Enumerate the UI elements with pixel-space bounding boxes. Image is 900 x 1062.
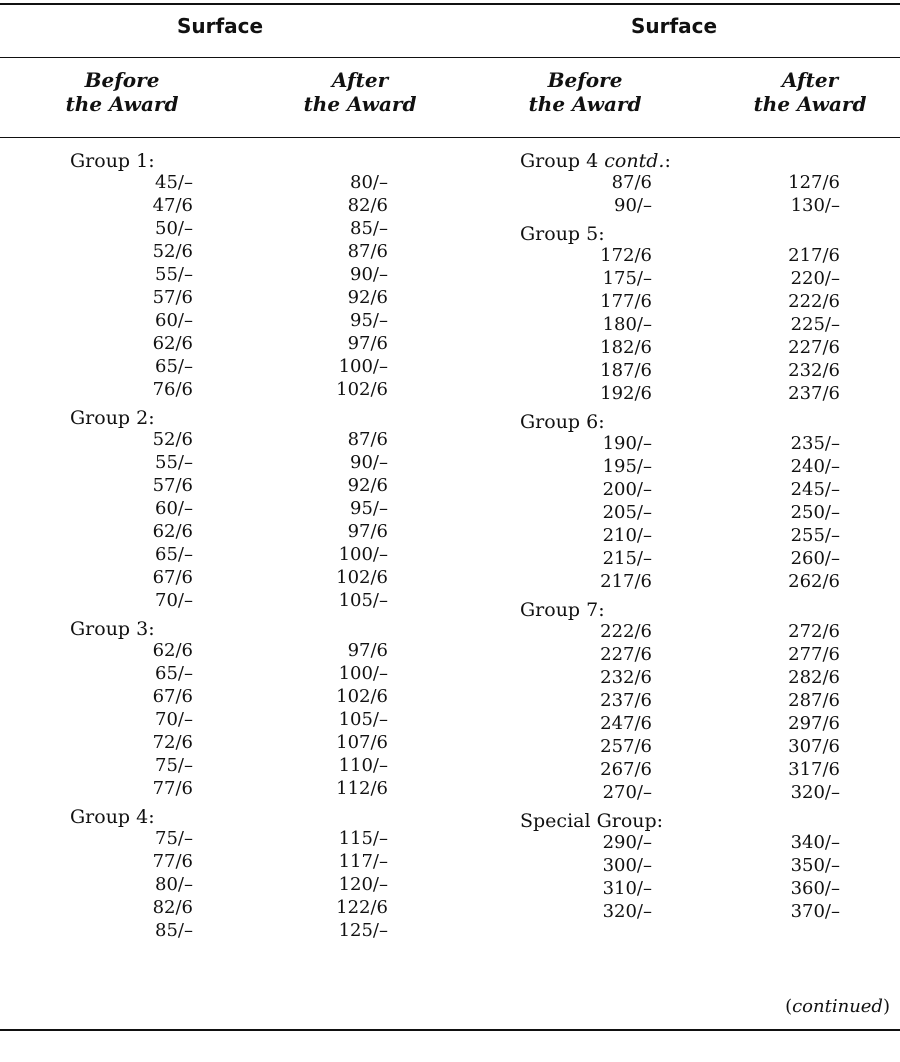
before-award-value: 177/6 — [600, 291, 652, 312]
before-award-value: 82/6 — [152, 897, 193, 918]
table-row — [450, 171, 890, 194]
table-row — [0, 777, 440, 800]
table-row — [450, 831, 890, 854]
group-label: Group 3: — [70, 618, 155, 640]
before-award-value: 80/– — [155, 874, 193, 895]
after-award-value: 297/6 — [788, 713, 840, 734]
after-award-value: 262/6 — [788, 571, 840, 592]
before-award-value: 270/– — [602, 782, 652, 803]
before-award-value: 60/– — [155, 310, 193, 331]
after-award-value: 287/6 — [788, 690, 840, 711]
before-award-value: 182/6 — [600, 337, 652, 358]
subheading-rule — [0, 137, 900, 138]
table-row — [0, 286, 440, 309]
after-award-value: 97/6 — [347, 640, 388, 661]
after-award-value: 100/– — [338, 356, 388, 377]
after-award-value: 250/– — [790, 502, 840, 523]
table-row — [0, 171, 440, 194]
table-row — [450, 712, 890, 735]
after-award-value: 307/6 — [788, 736, 840, 757]
table-row — [450, 620, 890, 643]
table-row — [0, 919, 440, 942]
before-award-value: 67/6 — [152, 686, 193, 707]
after-award-value: 80/– — [350, 172, 388, 193]
group-label: Group 7: — [520, 599, 605, 621]
table-row — [450, 877, 890, 900]
after-award-value: 360/– — [790, 878, 840, 899]
after-award-value: 95/– — [350, 310, 388, 331]
before-award-value: 50/– — [155, 218, 193, 239]
after-award-value: 277/6 — [788, 644, 840, 665]
after-award-value: 232/6 — [788, 360, 840, 381]
group-block — [450, 151, 890, 217]
before-award-value: 62/6 — [152, 640, 193, 661]
before-award-value: 62/6 — [152, 333, 193, 354]
table-row — [0, 428, 440, 451]
after-award-value: 125/– — [338, 920, 388, 941]
table-row — [0, 896, 440, 919]
table-row — [0, 639, 440, 662]
table-row — [450, 854, 890, 877]
after-award-value: 102/6 — [336, 686, 388, 707]
before-award-value: 210/– — [602, 525, 652, 546]
before-award-value: 257/6 — [600, 736, 652, 757]
before-award-value: 85/– — [155, 920, 193, 941]
after-award-value: 240/– — [790, 456, 840, 477]
before-award-value: 75/– — [155, 755, 193, 776]
after-award-value: 220/– — [790, 268, 840, 289]
after-award-value: 92/6 — [347, 475, 388, 496]
group-label: Special Group: — [520, 810, 664, 832]
after-award-value: 102/6 — [336, 379, 388, 400]
after-award-value: 222/6 — [788, 291, 840, 312]
left-table-column — [0, 151, 440, 949]
after-award-value: 127/6 — [788, 172, 840, 193]
before-award-value: 62/6 — [152, 521, 193, 542]
before-award-value: 215/– — [602, 548, 652, 569]
after-award-value: 260/– — [790, 548, 840, 569]
table-row — [0, 355, 440, 378]
before-award-value: 55/– — [155, 452, 193, 473]
before-award-value: 200/– — [602, 479, 652, 500]
group-label: Group 6: — [520, 411, 605, 433]
before-award-value: 75/– — [155, 828, 193, 849]
right-table-column — [450, 151, 890, 930]
group-label: Group 4: — [70, 806, 155, 828]
before-award-value: 267/6 — [600, 759, 652, 780]
group-label: Group 1: — [70, 150, 155, 172]
continued-note: (continued) — [785, 996, 890, 1017]
table-row — [450, 547, 890, 570]
after-award-value: 102/6 — [336, 567, 388, 588]
after-award-value: 115/– — [338, 828, 388, 849]
before-award-heading-right: Before the Award — [528, 68, 642, 116]
after-award-value: 90/– — [350, 264, 388, 285]
table-row — [450, 455, 890, 478]
bottom-rule — [0, 1029, 900, 1031]
before-award-value: 65/– — [155, 663, 193, 684]
surface-heading-left: Surface — [176, 14, 264, 38]
table-row — [450, 336, 890, 359]
after-award-value: 130/– — [790, 195, 840, 216]
table-row — [450, 735, 890, 758]
before-award-value: 290/– — [602, 832, 652, 853]
table-row — [450, 666, 890, 689]
after-award-value: 90/– — [350, 452, 388, 473]
before-award-value: 52/6 — [152, 429, 193, 450]
group-label: Group 2: — [70, 407, 155, 429]
group-block — [450, 600, 890, 804]
before-award-value: 52/6 — [152, 241, 193, 262]
after-award-value: 97/6 — [347, 333, 388, 354]
after-award-value: 85/– — [350, 218, 388, 239]
table-row — [450, 432, 890, 455]
table-row — [0, 566, 440, 589]
after-award-heading-right: After the Award — [753, 68, 867, 116]
group-block — [0, 619, 440, 800]
before-award-value: 77/6 — [152, 778, 193, 799]
after-award-value: 255/– — [790, 525, 840, 546]
table-row — [450, 313, 890, 336]
before-award-value: 76/6 — [152, 379, 193, 400]
table-row — [0, 378, 440, 401]
before-award-value: 57/6 — [152, 287, 193, 308]
group-block — [0, 807, 440, 942]
before-award-value: 180/– — [602, 314, 652, 335]
table-row — [0, 708, 440, 731]
after-award-value: 100/– — [338, 544, 388, 565]
after-award-value: 370/– — [790, 901, 840, 922]
before-award-value: 87/6 — [611, 172, 652, 193]
after-award-value: 237/6 — [788, 383, 840, 404]
group-label: Group 4 contd.: — [520, 150, 671, 172]
after-award-value: 245/– — [790, 479, 840, 500]
surface-heading-right: Surface — [630, 14, 718, 38]
after-award-value: 87/6 — [347, 241, 388, 262]
before-award-value: 90/– — [614, 195, 652, 216]
table-row — [0, 474, 440, 497]
table-row — [0, 240, 440, 263]
table-row — [0, 662, 440, 685]
table-row — [0, 451, 440, 474]
table-row — [450, 758, 890, 781]
table-row — [450, 570, 890, 593]
after-award-value: 122/6 — [336, 897, 388, 918]
before-award-value: 70/– — [155, 709, 193, 730]
before-award-value: 195/– — [602, 456, 652, 477]
table-row — [0, 731, 440, 754]
after-award-value: 217/6 — [788, 245, 840, 266]
after-award-value: 272/6 — [788, 621, 840, 642]
before-award-value: 205/– — [602, 502, 652, 523]
table-row — [0, 497, 440, 520]
table-row — [0, 263, 440, 286]
before-award-value: 57/6 — [152, 475, 193, 496]
table-row — [0, 850, 440, 873]
table-row — [0, 754, 440, 777]
group-block — [450, 224, 890, 405]
before-award-value: 300/– — [602, 855, 652, 876]
before-award-value: 232/6 — [600, 667, 652, 688]
after-award-value: 95/– — [350, 498, 388, 519]
after-award-value: 107/6 — [336, 732, 388, 753]
after-award-value: 282/6 — [788, 667, 840, 688]
table-row — [0, 589, 440, 612]
before-award-value: 65/– — [155, 544, 193, 565]
table-row — [450, 194, 890, 217]
table-row — [450, 781, 890, 804]
table-row — [0, 194, 440, 217]
table-row — [450, 359, 890, 382]
table-row — [0, 309, 440, 332]
table-row — [0, 685, 440, 708]
before-award-value: 45/– — [155, 172, 193, 193]
after-award-value: 92/6 — [347, 287, 388, 308]
table-row — [450, 524, 890, 547]
table-row — [450, 267, 890, 290]
group-block — [450, 811, 890, 923]
after-award-value: 350/– — [790, 855, 840, 876]
after-award-value: 82/6 — [347, 195, 388, 216]
after-award-value: 105/– — [338, 590, 388, 611]
before-award-value: 310/– — [602, 878, 652, 899]
table-row — [450, 900, 890, 923]
before-award-value: 320/– — [602, 901, 652, 922]
table-row — [450, 478, 890, 501]
after-award-value: 112/6 — [336, 778, 388, 799]
table-row — [0, 873, 440, 896]
table-row — [0, 520, 440, 543]
before-award-value: 172/6 — [600, 245, 652, 266]
after-award-value: 235/– — [790, 433, 840, 454]
before-award-value: 227/6 — [600, 644, 652, 665]
before-award-value: 175/– — [602, 268, 652, 289]
after-award-value: 117/– — [338, 851, 388, 872]
before-award-value: 77/6 — [152, 851, 193, 872]
table-row — [450, 501, 890, 524]
after-award-value: 225/– — [790, 314, 840, 335]
group-block — [0, 408, 440, 612]
table-row — [450, 643, 890, 666]
surface-rule — [0, 57, 900, 58]
before-award-value: 72/6 — [152, 732, 193, 753]
before-award-value: 222/6 — [600, 621, 652, 642]
table-row — [450, 244, 890, 267]
after-award-value: 317/6 — [788, 759, 840, 780]
after-award-heading-left: After the Award — [303, 68, 417, 116]
table-row — [450, 382, 890, 405]
table-row — [0, 217, 440, 240]
before-award-value: 190/– — [602, 433, 652, 454]
before-award-value: 67/6 — [152, 567, 193, 588]
after-award-value: 105/– — [338, 709, 388, 730]
after-award-value: 340/– — [790, 832, 840, 853]
group-block — [450, 412, 890, 593]
after-award-value: 110/– — [338, 755, 388, 776]
table-row — [0, 332, 440, 355]
before-award-value: 217/6 — [600, 571, 652, 592]
before-award-value: 192/6 — [600, 383, 652, 404]
after-award-value: 87/6 — [347, 429, 388, 450]
before-award-value: 65/– — [155, 356, 193, 377]
after-award-value: 227/6 — [788, 337, 840, 358]
table-row — [450, 689, 890, 712]
top-rule — [0, 3, 900, 5]
group-block — [0, 151, 440, 401]
before-award-value: 47/6 — [152, 195, 193, 216]
after-award-value: 120/– — [338, 874, 388, 895]
table-row — [0, 827, 440, 850]
before-award-heading-left: Before the Award — [65, 68, 179, 116]
table-row — [450, 290, 890, 313]
after-award-value: 100/– — [338, 663, 388, 684]
after-award-value: 320/– — [790, 782, 840, 803]
before-award-value: 60/– — [155, 498, 193, 519]
before-award-value: 55/– — [155, 264, 193, 285]
group-label: Group 5: — [520, 223, 605, 245]
before-award-value: 187/6 — [600, 360, 652, 381]
before-award-value: 247/6 — [600, 713, 652, 734]
before-award-value: 70/– — [155, 590, 193, 611]
before-award-value: 237/6 — [600, 690, 652, 711]
table-row — [0, 543, 440, 566]
after-award-value: 97/6 — [347, 521, 388, 542]
